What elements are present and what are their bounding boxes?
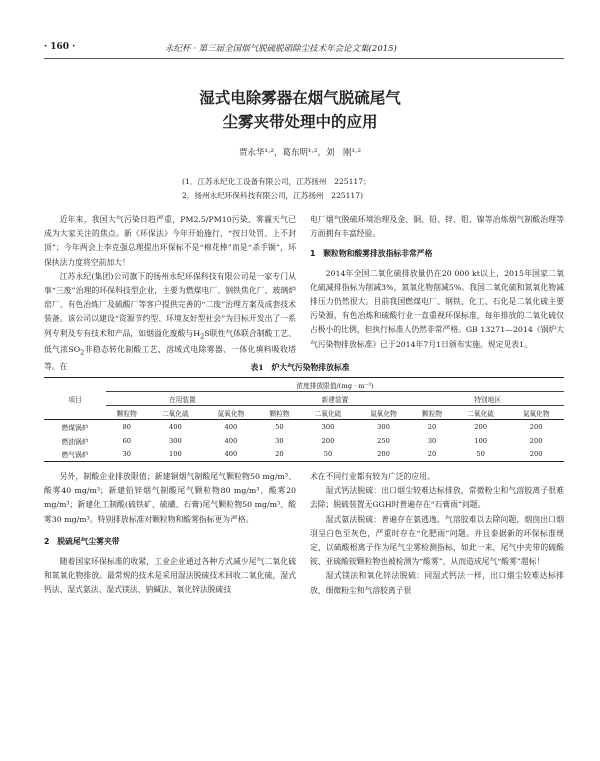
company-text-b: S联 [204,328,218,338]
table-subcol-header: 颗粒物 [259,406,301,420]
table-row [44,434,564,448]
magnesium-method-paragraph: 湿式镁法和氧化锌法脱硫：同湿式钙法一样，出口烟尘较难达标排放，细微粉尘和气溶胶离子很 [310,571,564,595]
continued-paragraph-2: 术在不同行业都有较为广泛的应用。 [310,472,435,481]
table-cell: 80 [122,422,132,431]
company-text-a: 江苏永纪(集团)公司旗下的扬州永纪环保科技有限公司是一家专门从事“三废”治理的环保科技型企业，主要为燃煤电厂、钢铁焦化厂、玻璃炉窑厂、有色冶炼厂及硫酸厂等客户提供完善的“二废”治理方案及成套技术装备。该公司以建设“资源节约型、环境友好型社会”为目标开发出了一系列专利及专有技术和产品，如烟溢化废酸与H [44,271,296,338]
table-subcol-header: 二氧化硫 [453,406,509,420]
left-column-lower [44,470,296,598]
company-text-d: 非稳态转化制酸工艺、溶域式电除雾器、一体化填料吸收塔等。在 [44,345,297,372]
table-unit-header: 浓度排放限值/(mg · m⁻³) [106,378,564,392]
table-cell: 50 [453,448,509,462]
table-subcol-header: 氮氧化物 [356,406,412,420]
paper-title-line2: 尘雾夹带处理中的应用 [222,113,378,131]
table-cell: 50 [300,448,356,462]
table-cell: 400 [224,422,238,431]
table-cell: 30 [106,448,148,462]
table-cell: 200 [529,422,543,431]
header-rule [44,58,564,59]
affiliation-2: 2．扬州永纪环保科技有限公司，江苏扬州 225117) [182,191,364,200]
table-cell: 400 [203,448,259,462]
table-subcol-header: 氮氧化物 [508,406,564,420]
company-paragraph [44,270,296,375]
subscript-2: 2 [80,348,85,357]
affiliation-1: (1．江苏永纪化工设备有限公司，江苏扬州 225117； [182,177,371,186]
table-cell: 30 [427,436,437,445]
calcium-method-paragraph: 湿式钙法脱硫：出口烟尘较难达标排放，常微粉尘和气溶胶离子很难去除；脱硫装置无GGH时普遍存在“石膏雨”问题。 [310,486,564,510]
table-group-header: 特别地区 [411,392,564,406]
table-cell: 20 [427,422,437,431]
table-cell: 60 [122,436,132,445]
table-cell: 200 [474,422,487,431]
table-subcol-header: 二氧化硫 [300,406,356,420]
left-column-upper [44,213,296,374]
subscript: 2 [200,332,205,341]
table-cell: 300 [321,422,335,431]
table-cell: 20 [411,448,453,462]
table-cell: 100 [148,448,204,462]
table-cell: 30 [275,436,284,445]
page-number: · 160 · [44,42,76,52]
table-subcol-header: 氮氧化物 [203,406,259,420]
company-text-c: 性气体联合制酸工艺、低气浓SO [44,328,296,355]
table-row [44,448,564,462]
table-cell: 400 [168,422,182,431]
table-row-label: 燃气锅炉 [44,448,106,462]
acid-mist-paragraph: 另外，制酸企业排放限值；新建铜烟气制酸尾气颗粒物50 mg/m³、酸雾40 mg/m³；新建铅锌烟气制酸尾气颗粒物80 mg/m³、酸雾20 mg/m³；新建化工制酸(硫铁矿、硫磺、石膏)尾气颗粒物50 mg/m³、酸雾30 mg/m³。特别排放标准对颗粒物和酸雾指标更为严格。 [44,472,296,524]
paper-title-line1: 湿式电除雾器在烟气脱硫尾气 [199,89,401,107]
continued-paragraph: 电厂烟气脱硫环境治理及金、铜、铅、锌、钼、镍等冶炼烟气制酸治理等方面拥有丰富经验。 [310,215,564,239]
table-cell: 300 [168,436,182,445]
emission-paragraph: 2014年全国二氧化硫排放量仍在20 000 kt以上，2015年国家二氧化硫减排指标为削减3%，氮氧化物削减5%。我国二氧化硫和氮氧化物减排压力仍然很大。目前我国燃煤电厂、钢铁、化工、石化是二氧化硫主要污染源，有色冶炼和硫酸行业一直重视环保标准，每年排放的二氧化硫仅占极小的比例，但执行标准人仍然非常严格。GB 13271—2014《锅炉大气污染物排放标准》已于2014年7月1日颁布实施。规定见表1。 [310,268,565,349]
table-row [44,420,564,434]
right-column-lower [310,470,564,598]
table-cell: 50 [275,422,284,431]
table-row-label: 燃煤锅炉 [61,423,89,432]
right-column-upper [310,213,564,352]
running-header: 永纪杯 · 第三届全国烟气脱硫脱硝除尘技术年会论文集(2015) [165,44,397,54]
authors: 贾永华¹·²，葛东明¹·²，刘 刚¹·² [238,148,362,158]
ammonia-method-paragraph: 湿式氨法脱硫：普遍存在氨逃逸、气溶胶难以去除问题，烟囱出口烟羽呈白色至灰色，严重时存在“化肥雨”问题。并且泰据新的环保标准规定，以硫酸根离子作为尾气尘雾检测指标，如此一来，尾气中夹带的硫酸铵、亚硫酸铵颗粒物也被检测为“酸雾”，从而造成尾气“酸雾”超标！ [310,514,564,567]
table-group-header: 在用装置 [106,392,259,406]
table-cell: 100 [474,436,487,445]
table-cell: 200 [321,436,335,445]
table-group-header: 新建装置 [259,392,412,406]
section-heading-1: 1 颗粒物和酸雾排放指标非常严格 [310,249,433,259]
table-cell: 200 [508,448,564,462]
emission-standard-table [44,377,564,462]
table-cell: 20 [259,448,301,462]
table-row-label: 燃油锅炉 [61,437,89,446]
desulfurization-paragraph: 随着国家环保标准的收紧，工业企业通过各种方式减少尾气二氧化硫和氮氧化物排放。最常规的技术是采用湿法脱硫技术回收二氧化硫，湿式钙法、湿式氨法、湿式镁法、钠碱法、氧化锌法脱硫技 [44,557,296,595]
table-caption: 表1 炉大气污染物排放标准 [250,363,350,372]
table-cell: 200 [529,436,543,445]
intro-paragraph: 近年来，我国大气污染日趋严重，PM2.5/PM10污染、雾霾天气已成为大家关注的焦点。新《环保法》今年开始施行，“按日处罚、上不封顶”；今年两会上李克强总理提出环保标不是“棉花棒”而是“杀手锏”，环保执法力度将空前加大！ [44,215,296,267]
section-heading-2: 2 脱硫尾气尘雾夹带 [44,536,120,546]
table-subcol-header: 颗粒物 [411,406,453,420]
table-cell: 250 [377,436,390,445]
table-cell: 300 [377,422,390,431]
table-subcol-header: 颗粒物 [106,406,148,420]
table-cell: 400 [224,436,238,445]
table-cell: 200 [356,448,412,462]
table-subcol-header: 二氧化硫 [148,406,204,420]
table-item-header: 项目 [44,378,106,420]
